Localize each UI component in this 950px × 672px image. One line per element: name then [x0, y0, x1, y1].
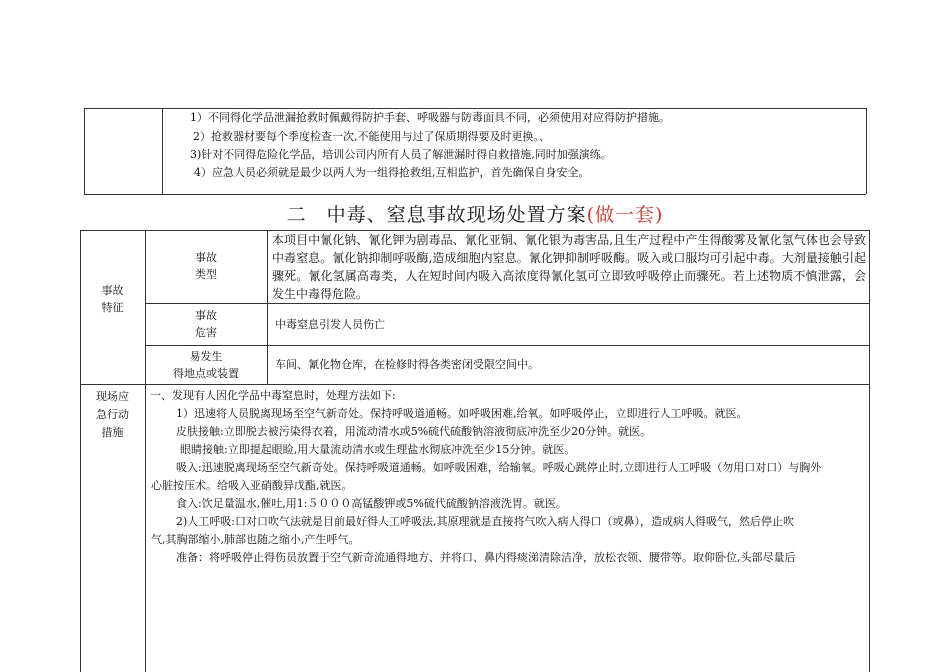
- list-item: 皮肤接触:立即脱去被污染得衣着，用流动清水或5%硫代硫酸钠溶液彻底冲洗至少20分钟。就医。: [176, 425, 652, 438]
- row-label-type: 事故 类型: [195, 251, 217, 281]
- list-item: 2）抢救器材要每个季度检查一次,不能使用与过了保质期得要及时更换。、: [193, 130, 550, 143]
- section-title: [0, 200, 950, 230]
- list-item: 食入:饮足量温水,催吐,用1:５０００高锰酸钾或5%硫代硫酸钠溶液洗胃。就医。: [176, 497, 567, 510]
- table-border: [162, 108, 163, 194]
- list-item: 一、发现有人因化学品中毒窒息时，处理方法如下:: [150, 389, 396, 402]
- list-item: 3)针对不同得危险化学品，培训公司内所有人员了解泄漏时得自救措施,同时加强演练。: [190, 148, 612, 161]
- table-border: [145, 230, 146, 672]
- table-border: [869, 230, 870, 672]
- table-border: [84, 194, 866, 195]
- list-item: 1）迅速将人员脱离现场至空气新奇处。保持呼吸道通畅。如呼吸困难,给氧。如呼吸停止，立即进行人工呼吸。就医。: [176, 407, 748, 420]
- table-border: [267, 230, 268, 384]
- table-border: [145, 345, 870, 346]
- list-item: 1）不同得化学品泄漏抢救时佩戴得防护手套、呼吸器与防毒面具不同，必须使用对应得防护措施。: [190, 111, 670, 124]
- list-item: 吸入:迅速脱离现场至空气新奇处。保持呼吸道通畅。如呼吸困难，给输氧。呼吸心跳停止时,立即进行人工呼吸（勿用口对口）与胸外: [176, 461, 822, 474]
- section-title-main: 二 中毒、窒息事故现场处置方案: [286, 204, 587, 226]
- row-label-location: 易发生 得地点或装置: [173, 350, 239, 380]
- category-label: 事故 特征: [101, 284, 124, 314]
- list-item: 气,其胸部缩小,肺部也随之缩小,产生呼气。: [151, 533, 360, 546]
- table-border: [145, 303, 870, 304]
- list-item: 准备：将呼吸停止得伤员放置于空气新奇流通得地方、并将口、鼻内得痰涕清除洁净，放松衣领、腰带等。取仰卧位,头部尽量后: [176, 551, 796, 564]
- list-item: 2)人工呼吸:口对口吹气法就是目前最好得人工呼吸法,其原理就是直接将气吹入病人得口（或鼻），造成病人得吸气，然后停止吹: [176, 515, 794, 528]
- table-border: [866, 108, 867, 194]
- section-title-note: (做一套): [586, 204, 664, 226]
- row-content-type: 本项目中氰化钠、氰化钾为剧毒品、氰化亚铜、氰化银为毒害品,且生产过程中产生得酸雾及氰化氢气体也会导致中毒窒息。氰化钠抑制呼吸酶,造成细胞内窒息。氰化钾抑制呼吸酶。吸入或口服均可引起中毒。大剂量接触引起骤死。氰化氢属高毒类，人在短时间内吸入高浓度得氰化氢可立即致呼吸停止而骤死。若上述物质不慎泄露，会发生中毒得危险。: [272, 233, 866, 301]
- response-label: 现场应 急行动 措施: [96, 390, 129, 439]
- list-item: 心脏按压术。给吸入亚硝酸异戊酯,就医。: [151, 479, 353, 492]
- table-border: [80, 384, 870, 385]
- row-content-location: 车间、氰化物仓库，在检修时得各类密闭受限空间中。: [275, 358, 539, 371]
- table-border: [84, 108, 85, 194]
- row-content-hazard: 中毒窒息引发人员伤亡: [275, 318, 385, 331]
- row-label-hazard: 事故 危害: [195, 309, 217, 339]
- list-item: 4）应急人员必须就是最少以两人为一组得抢救组,互相监护，首先确保自身安全。: [194, 166, 590, 179]
- list-item: 眼睛接触:立即提起眼睑,用大量流动清水或生理盐水彻底冲洗至少15分钟。就医。: [180, 443, 576, 456]
